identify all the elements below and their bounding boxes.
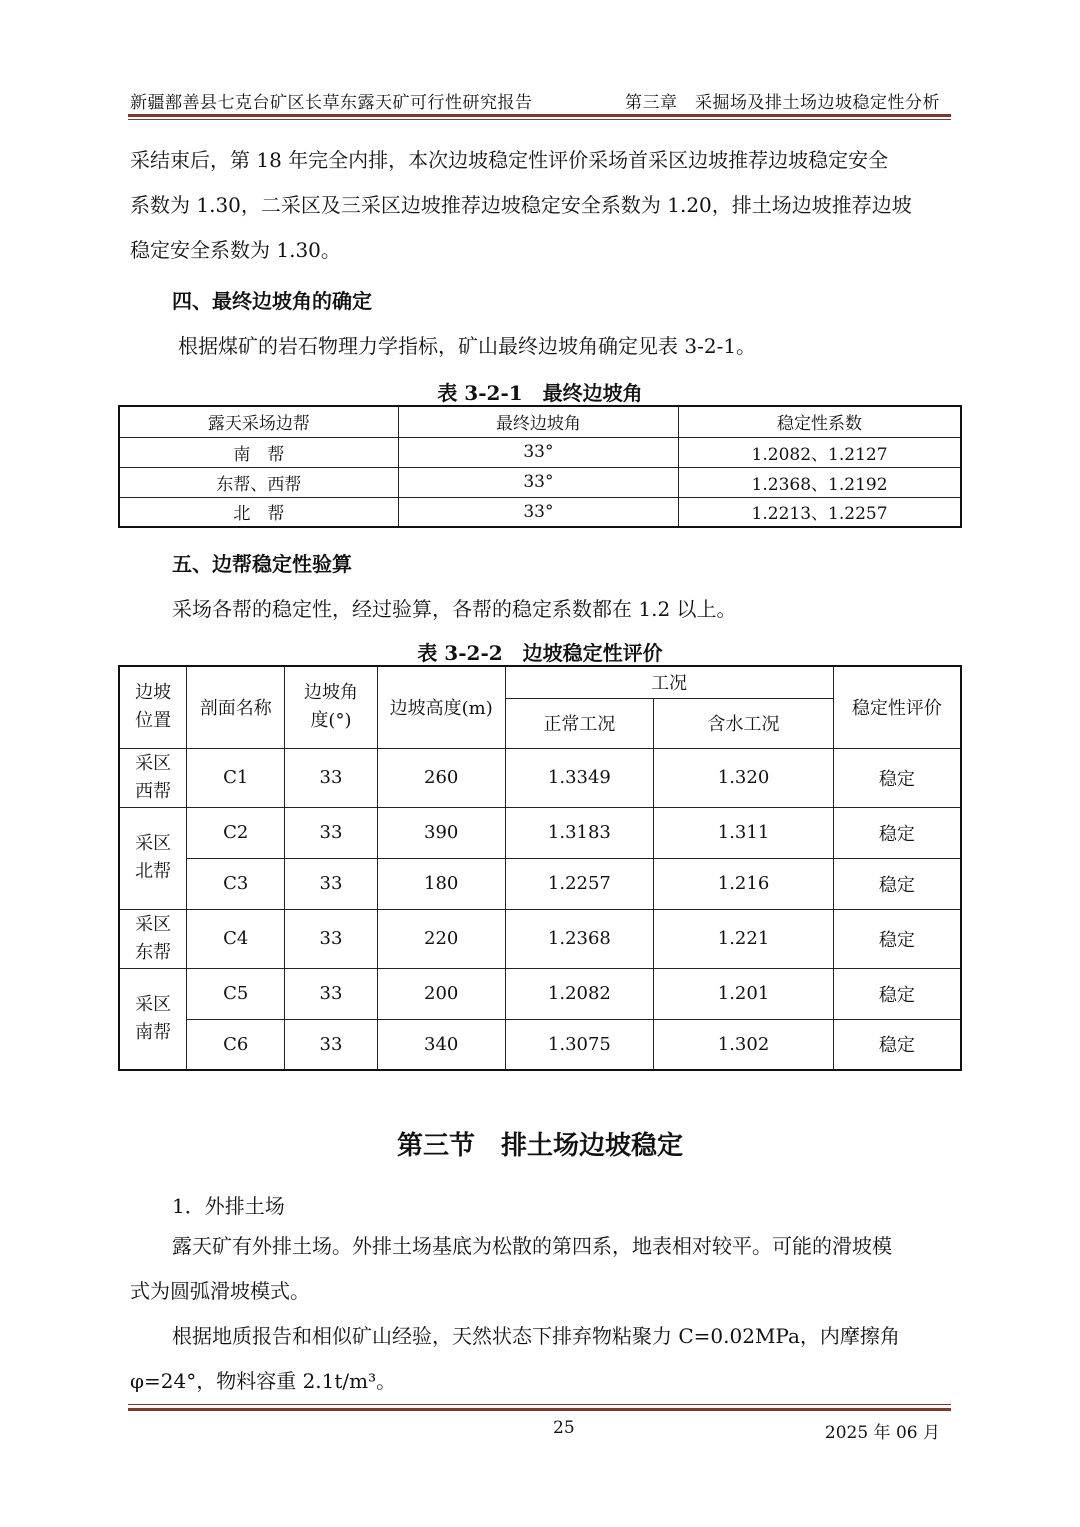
table-cell: 1.320 — [654, 748, 834, 807]
table-cell: 南 帮 — [119, 437, 398, 467]
table-cell: 33 — [285, 909, 378, 968]
table-cell: 390 — [377, 807, 505, 858]
table-row — [119, 807, 961, 858]
table-cell: 稳定 — [833, 858, 961, 909]
table-2-caption: 表 3-2-2 边坡稳定性评价 — [417, 641, 663, 665]
table-cell: 1.201 — [654, 968, 834, 1019]
table-cell: 1.3183 — [505, 807, 654, 858]
section-5-text: 采场各帮的稳定性，经过验算，各帮的稳定系数都在 1.2 以上。 — [172, 597, 737, 621]
subsection-paragraph-2 — [130, 1314, 952, 1404]
table-cell: C1 — [187, 748, 285, 807]
table-cell-position: 采区 南帮 — [119, 968, 187, 1070]
table-row — [119, 467, 961, 497]
subsection-paragraph-1 — [130, 1224, 952, 1314]
table-2 — [118, 665, 962, 1071]
table-cell: C2 — [187, 807, 285, 858]
table-cell: 340 — [377, 1019, 505, 1070]
table-cell: 33 — [285, 748, 378, 807]
table-cell: C5 — [187, 968, 285, 1019]
table-2-header-angle: 边坡角 度(°) — [285, 666, 378, 748]
table-1-header-cell: 露天采场边帮 — [119, 406, 398, 437]
table-cell: 1.2213、1.2257 — [679, 497, 961, 527]
page-number: 25 — [553, 1418, 575, 1438]
table-cell: 稳定 — [833, 1019, 961, 1070]
table-cell: 33 — [285, 968, 378, 1019]
table-cell: 稳定 — [833, 748, 961, 807]
table-cell: 260 — [377, 748, 505, 807]
paragraph-line: 露天矿有外排土场。外排土场基底为松散的第四系，地表相对较平。可能的滑坡模 — [172, 1234, 892, 1258]
table-2-header-condition: 工况 — [505, 666, 833, 698]
section-5-heading: 五、边帮稳定性验算 — [172, 552, 352, 576]
table-cell: 北 帮 — [119, 497, 398, 527]
table-2-header-normal: 正常工况 — [505, 698, 654, 748]
table-cell: 33 — [285, 807, 378, 858]
table-cell: 稳定 — [833, 968, 961, 1019]
footer-rule-thin — [128, 1404, 951, 1405]
paragraph-line: φ=24°，物料容重 2.1t/m³。 — [130, 1369, 397, 1393]
header-rule — [128, 114, 951, 117]
table-cell: 1.2082、1.2127 — [679, 437, 961, 467]
table-cell: 稳定 — [833, 807, 961, 858]
footer-date: 2025 年 06 月 — [824, 1423, 940, 1443]
table-cell-position: 采区 西帮 — [119, 748, 187, 807]
section-title: 第三节 排土场边坡稳定 — [396, 1131, 683, 1161]
table-row — [119, 1019, 961, 1070]
table-row — [119, 748, 961, 807]
section-4-heading: 四、最终边坡角的确定 — [172, 289, 372, 313]
table-cell: 220 — [377, 909, 505, 968]
header-report-title: 新疆鄯善县七克台矿区长草东露天矿可行性研究报告 — [130, 93, 533, 113]
table-row — [119, 497, 961, 527]
table-cell: 1.3075 — [505, 1019, 654, 1070]
table-cell: 33 — [285, 1019, 378, 1070]
table-cell: 1.2368、1.2192 — [679, 467, 961, 497]
table-cell: 1.311 — [654, 807, 834, 858]
table-2-header-evaluation: 稳定性评价 — [833, 666, 961, 748]
table-1 — [118, 405, 962, 528]
table-cell: 1.221 — [654, 909, 834, 968]
table-cell: 1.3349 — [505, 748, 654, 807]
intro-line-3: 稳定安全系数为 1.30。 — [130, 238, 341, 262]
table-1-header-row — [119, 406, 961, 437]
paragraph-line: 根据地质报告和相似矿山经验，天然状态下排弃物粘聚力 C=0.02MPa，内摩擦角 — [172, 1324, 900, 1348]
table-cell: 1.302 — [654, 1019, 834, 1070]
table-1-header-cell: 稳定性系数 — [679, 406, 961, 437]
table-row — [119, 858, 961, 909]
table-2-header-position: 边坡 位置 — [119, 666, 187, 748]
table-row — [119, 437, 961, 467]
table-cell: 180 — [377, 858, 505, 909]
table-cell: 33 — [285, 858, 378, 909]
footer-rule — [128, 1408, 951, 1411]
table-2-header-row — [119, 666, 961, 698]
paragraph-line: 式为圆弧滑坡模式。 — [130, 1279, 310, 1303]
table-2-header-section: 剖面名称 — [187, 666, 285, 748]
table-cell-position: 采区 东帮 — [119, 909, 187, 968]
table-cell: 1.2368 — [505, 909, 654, 968]
table-cell: C6 — [187, 1019, 285, 1070]
intro-line-2: 系数为 1.30，二采区及三采区边坡推荐边坡稳定安全系数为 1.20，排土场边坡推荐边坡 — [130, 193, 912, 217]
table-2-header-water: 含水工况 — [654, 698, 834, 748]
table-cell: 1.216 — [654, 858, 834, 909]
table-row — [119, 968, 961, 1019]
table-cell: 稳定 — [833, 909, 961, 968]
header-chapter-title: 第三章 采掘场及排土场边坡稳定性分析 — [625, 93, 940, 113]
table-cell: C3 — [187, 858, 285, 909]
header-rule-thin — [128, 119, 951, 120]
table-cell: 1.2257 — [505, 858, 654, 909]
intro-line-1: 采结束后，第 18 年完全内排，本次边坡稳定性评价采场首采区边坡推荐边坡稳定安全 — [130, 148, 889, 172]
table-1-caption: 表 3-2-1 最终边坡角 — [437, 381, 643, 405]
intro-paragraph — [130, 138, 952, 273]
table-cell: 东帮、西帮 — [119, 467, 398, 497]
table-1-header-cell: 最终边坡角 — [398, 406, 678, 437]
table-cell-position: 采区 北帮 — [119, 807, 187, 909]
table-cell: 33° — [398, 467, 678, 497]
table-cell: 200 — [377, 968, 505, 1019]
table-cell: 33° — [398, 497, 678, 527]
table-2-header-height: 边坡高度(m) — [377, 666, 505, 748]
table-cell: 33° — [398, 437, 678, 467]
table-cell: C4 — [187, 909, 285, 968]
subsection-label: 1．外排土场 — [172, 1194, 285, 1218]
table-cell: 1.2082 — [505, 968, 654, 1019]
table-row — [119, 909, 961, 968]
section-4-text: 根据煤矿的岩石物理力学指标，矿山最终边坡角确定见表 3-2-1。 — [178, 334, 757, 358]
